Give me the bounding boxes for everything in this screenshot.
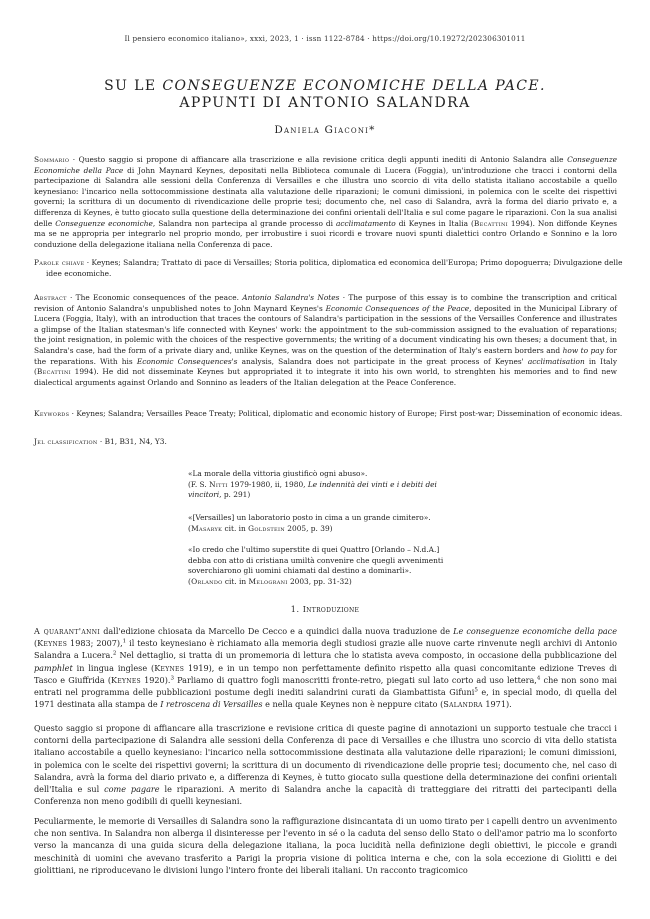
- sommario-italic: Conseguenze Economiche della Pace: [34, 155, 617, 175]
- body-text: 1919), e in un tempo non perfettamente definito rispetto alla quasi concomitante edizione Treves di Tasco e Giuffrida (: [34, 662, 617, 685]
- citation: (Orlando: [188, 576, 223, 586]
- abstract-italic: Economic Consequences's: [136, 356, 238, 366]
- body-text: le riparazioni. A merito di Salandra anche la capacità di tratteggiare dei ritratti dei partecipanti della Conferenza non meno godibili di quelli keynesiani.: [34, 784, 617, 807]
- citation: Becattini: [36, 367, 71, 377]
- epigraph-source: [188, 524, 448, 535]
- epigraph-source-text: 2003, pp. 31-32): [287, 576, 352, 586]
- abstract-text: deposited in the Municipal Library of Lucera (Foggia, Italy), with an introduction that traces the contours of Salandra's participation in the sessions of the Versailles Conference and illustrates a glimpse of the Italian statesman's life connected with Keynes' work: the appointment to the sub-commission assigned to the evaluation of reparations; the joint resignation, in polemic with the choices of the respective governments; the writing of a document vindicating his own theses; a document that, in Salandra's case, had the form of a private diary and, unlike Keynes, was on the question of the determination of Italy's eastern borders and: [34, 303, 617, 355]
- body-text: il testo keynesiano è richiamato alla memoria degli studiosi grazie alle nuove carte rinvenute negli archivi di Antonio Salandra a Lucera.: [34, 638, 617, 661]
- parole-chiave-text: · Keynes; Salandra; Trattato di pace di Versailles; Storia politica, diplomatica ed economica dell'Europa; Primo dopoguerra; Divulgazione delle idee economiche.: [46, 258, 623, 278]
- abstract-block: [34, 293, 617, 388]
- citation: Goldstein: [248, 523, 285, 533]
- epigraph-1: [188, 469, 448, 501]
- body-text: (: [34, 638, 38, 649]
- keywords-label: Keywords: [34, 409, 70, 418]
- body-text: 1971).: [482, 699, 512, 710]
- body-text: e nella quale Keynes non è neppure citato (: [262, 699, 444, 710]
- sommario-text: 1994). Non diffonde Keynes ma se ne appropria per integrarlo nel proprio mondo, per irrobustire i suoi ricordi e trovare nuovi spunti dialettici contro Orlando e Sonnino e la loro conduzione della delegazione italiana nella Conferenza di pace.: [34, 218, 618, 249]
- section-heading: [0, 605, 650, 614]
- section-number: 1.: [290, 605, 300, 614]
- epigraph-source-text: cit. in: [222, 576, 249, 586]
- sommario-text: di Keynes in Italia (: [395, 218, 474, 228]
- jel-text: · B1, B31, N4, Y3.: [97, 437, 167, 446]
- author-name: Daniela Giaconi*: [274, 124, 376, 136]
- body-text: 1983; 2007),: [67, 638, 123, 649]
- epigraph-source-text: 1979-1980, ii, 1980,: [227, 479, 308, 489]
- keywords-block: [34, 409, 629, 420]
- epigraph-3: [188, 545, 448, 587]
- citation: Keynes: [111, 674, 141, 685]
- body-text: e, in special modo, di quella del 1971 destinata alla stampa de: [34, 687, 617, 710]
- sommario-italic: Conseguenze economiche: [55, 218, 153, 228]
- sommario-italic: acclimatamento: [335, 218, 396, 228]
- footnote-ref[interactable]: 2: [112, 650, 117, 657]
- abstract-text: · The Economic consequences of the peace.: [66, 293, 243, 302]
- footnote-ref[interactable]: 4: [536, 675, 541, 682]
- abstract-text: 1994). He did not disseminate Keynes but appropriated it to integrate it into his own world, to strenghten his memories and to find new dialectical arguments against Orlando and Sonnino as leaders of the Italian delegation at the Peace Conference.: [34, 367, 617, 387]
- parole-chiave-block: [34, 258, 629, 279]
- epigraph-source-text: (F. S.: [188, 479, 210, 489]
- body-italic: Le conseguenze economiche della pace: [453, 626, 617, 636]
- section-title: Introduzione: [302, 605, 360, 614]
- citation: Nitti: [209, 479, 228, 489]
- body-italic: pamphlet: [34, 662, 73, 673]
- keywords-text: · Keynes; Salandra; Versailles Peace Treaty; Political, diplomatic and economic history of Europe; First post-war; Dissemination of economic ideas.: [69, 409, 623, 418]
- footnote-ref[interactable]: 1: [122, 638, 127, 645]
- article-title: [0, 78, 650, 112]
- title-part-2: CONSEGUENZE ECONOMICHE DELLA PACE.: [162, 78, 546, 94]
- citation: Keynes: [154, 662, 185, 673]
- abstract-italic: how to pay: [562, 345, 604, 355]
- body-text: in lingua inglese (: [72, 662, 155, 673]
- epigraph-quote: «La morale della vittoria giustificò ogni abuso».: [188, 469, 368, 478]
- body-paragraph-2: [34, 722, 617, 807]
- title-line-2: APPUNTI DI ANTONIO SALANDRA: [179, 95, 471, 111]
- epigraph-source: [188, 577, 448, 588]
- epigraph-quote: «[Versailles] un laboratorio posto in cima a un grande cimitero».: [188, 513, 431, 522]
- epigraph-quote: «Io credo che l'ultimo superstite di quei Quattro [Orlando – N.d.A.] debba con atto di cristiana umiltà convenire che quegli avvenimenti soverchiarono gli uomini chiamati dal destino a dominarli».: [188, 545, 444, 576]
- title-part-1: SU LE: [104, 78, 163, 94]
- sommario-text: di John Maynard Keynes, depositati nella Biblioteca comunale di Lucera (Foggia), un'introduzione che tracci i contorni della partecipazione di Salandra alle sessioni della Conferenza di Versailles e che illustra uno scorcio di vita dello statista italiano accostabile a quello keynesiano: l'incarico nella sottocommissione destinata alla valutazione delle riparazioni; le comuni dimissioni, in polemica con le scelte dei rispettivi governi; la scrittura di un documento di rivendicazione delle proprie tesi; documento che, nel caso di Salandra, avrà la forma del diario privato e, a differenza di Keynes, è tutto giocato sulla questione della determinazione dei confini orientali dell'Italia e sul come pagare le riparazioni. Con la sua analisi delle: [34, 165, 617, 228]
- citation: Keynes: [37, 638, 68, 649]
- abstract-text: analysis, Salandra does not participate in the great process of Keynes': [237, 356, 528, 366]
- parole-chiave-label: Parole chiave: [34, 258, 85, 267]
- abstract-text: in Italy (: [34, 356, 617, 377]
- sommario-block: [34, 155, 617, 250]
- body-paragraph-1: [34, 625, 617, 710]
- body-text: 1920).: [140, 674, 171, 685]
- sommario-text: · Questo saggio si propone di affiancare alla trascrizione e alla revisione critica degli appunti inediti di Antonio Salandra alle: [69, 155, 568, 164]
- abstract-italic: Antonio Salandra's Notes: [242, 293, 340, 302]
- title-block: [0, 78, 650, 136]
- footnote-ref[interactable]: 3: [170, 675, 174, 682]
- footnote-ref[interactable]: 5: [474, 687, 478, 694]
- epigraph-source-text: , p. 291): [219, 490, 251, 500]
- abstract-label: Abstract: [34, 293, 67, 302]
- citation: Salandra: [443, 699, 483, 710]
- citation: (Masaryk: [188, 523, 223, 533]
- citation: Becattini: [473, 218, 508, 228]
- body-text: Questo saggio si propone di affiancare alla trascrizione e revisione critica di queste pagine di annotazioni un supporto testuale che tracci i contorni della partecipazione di Salandra alle sessioni della Conferenza di pace di Versailles e che illustra uno scorcio di vita dello statista italiano accostabile a quello keynesiano: l'incarico nella sottocommissione destinata alla valutazione delle riparazioni; le comuni dimissioni, in polemica con le scelte dei rispettivi governi; la scrittura di un documento di rivendicazione delle proprie tesi; documento che, nel caso di Salandra, avrà la forma del diario privato e, a differenza di Keynes, è tutto giocato sulla questione della determinazione dei confini orientali dell'Italia e sul: [34, 723, 617, 795]
- sommario-text: , Salandra non partecipa al grande processo di: [152, 218, 336, 228]
- body-italic: I retroscena di Versailles: [160, 699, 263, 710]
- jel-block: [34, 437, 629, 448]
- epigraph-source-text: cit. in: [222, 523, 249, 533]
- abstract-italic: acclimatisation: [527, 356, 585, 366]
- journal-header: Il pensiero economico italiano», xxxi, 2023, 1 · issn 1122-8784 · https://doi.org/10.19272/202306301011: [124, 34, 526, 43]
- jel-label: Jel classification: [34, 437, 98, 446]
- body-lead-in: A quarant'anni: [34, 626, 101, 636]
- epigraph-source: [188, 480, 448, 501]
- epigraph-source-text: 2005, p. 39): [284, 523, 333, 533]
- body-text: che non sono mai entrati nel programma delle pubblicazioni postume degli inediti salandrini curati da Giambattista Gifuni: [34, 674, 618, 698]
- citation: Melograni: [248, 576, 288, 586]
- sommario-label: Sommario: [34, 155, 70, 164]
- epigraph-2: [188, 513, 448, 534]
- abstract-text: for the reparations. With his: [34, 345, 617, 366]
- abstract-italic: Economic Consequences of the Peace,: [325, 303, 472, 313]
- body-italic: come pagare: [104, 784, 160, 795]
- body-text: Nel dettaglio, si tratta di un promemoria di lettura che lo statista aveva composto, in occasione della pubblicazione del: [116, 650, 617, 661]
- body-text: dall'edizione chiosata da Marcello De Cecco e a quindici dalla nuova traduzione de: [100, 626, 454, 636]
- epigraph-source-italic: Le indennità dei vinti e i debiti dei vincitori: [188, 479, 437, 500]
- body-text: Parliamo di quattro fogli manoscritti fronte-retro, piegati sul lato corto ad uso lettera,: [173, 674, 537, 685]
- abstract-text: · The purpose of this essay is to combine the transcription and critical revision of Antonio Salandra's unpublished notes to John Maynard Keynes's: [34, 293, 618, 313]
- body-paragraph-3: Peculiarmente, le memorie di Versailles di Salandra sono la raffigurazione disincantata di un uomo tirato per i capelli dentro un avvenimento che non sentiva. In Salandra non alberga il disinteresse per l'evento in sé o la caduta del senso dello Stato o dell'amor patrio ma lo sconforto verso la mancanza di una guida sicura della delegazione italiana, la poca lucidità nella definizione degli obiettivi, le piccole e grandi meschinità di uomini che avevano trasferito a Parigi la propria visione di politica interna e che, con la sola eccezione di Giolitti e dei giolittiani, ne riproducevano le divisioni lungo l'intero fronte dei liberali italiani. Un racconto tragicomico: [34, 816, 617, 875]
